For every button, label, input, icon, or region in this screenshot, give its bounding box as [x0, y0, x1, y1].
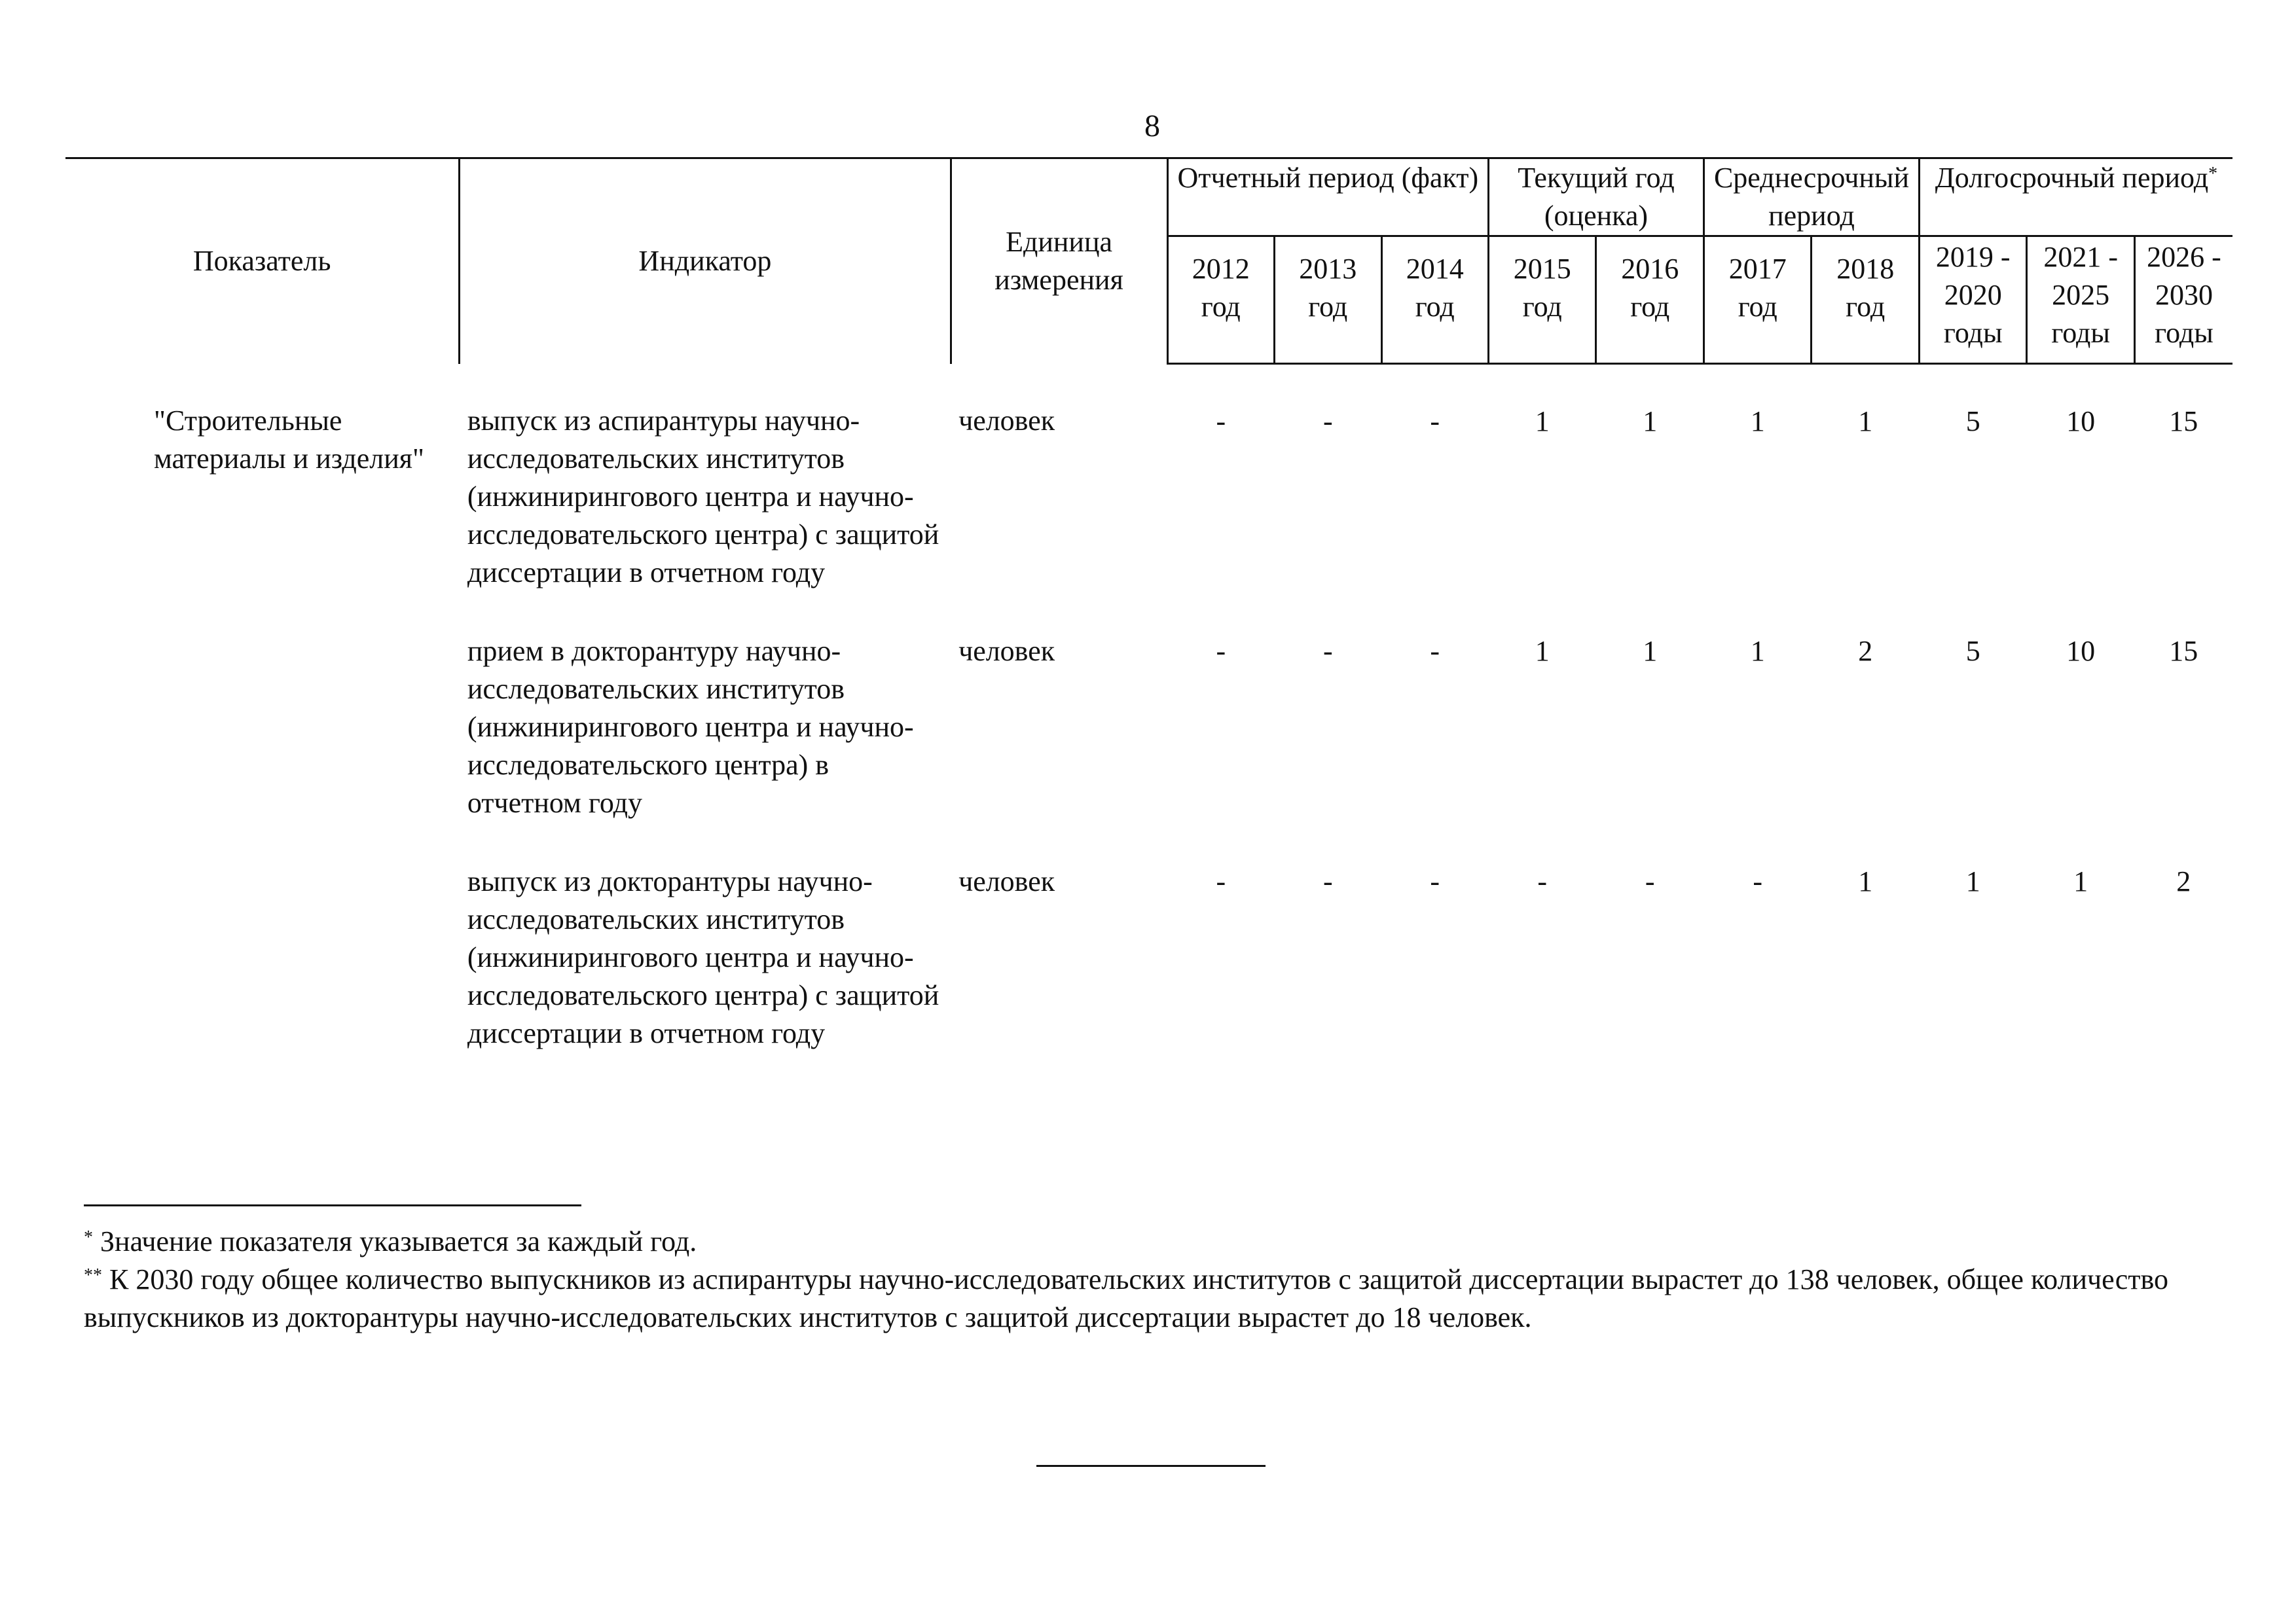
header-group-long-term-label: Долгосрочный период [1935, 162, 2209, 194]
value-cell: - [1322, 634, 1333, 667]
value-cell: - [1216, 405, 1226, 437]
value-cell: 5 [1965, 405, 1980, 437]
footnote-1 [84, 1223, 2244, 1261]
header-years-2021-2025: 2021 - 2025 годы [2027, 236, 2134, 364]
table-row [65, 822, 2232, 1053]
footnote-text: К 2030 году общее количество выпускников из аспирантуры научно-исследовательских институтов с защитой диссертации вырастет до 138 человек, общее количество выпускников из докторантуры научно-исследовательских институтов с защитой диссертации вырастет до 18 человек. [84, 1263, 2168, 1333]
header-unit: Единица измерения [951, 158, 1167, 364]
value-cell: 10 [2066, 634, 2096, 667]
header-year-2016: 2016 год [1596, 236, 1704, 364]
indicator-cell: прием в докторантуру научно-исследовательских институтов (инжинирингового центра и научно-исследовательского центра) в отчетном году [467, 634, 914, 819]
value-cell: - [1322, 405, 1333, 437]
unit-cell: человек [958, 404, 1055, 437]
unit-cell: человек [958, 634, 1055, 667]
header-group-medium-term: Среднесрочный период [1704, 158, 1919, 236]
value-cell: 15 [2169, 405, 2198, 437]
value-cell: 1 [1858, 405, 1873, 437]
header-group-current: Текущий год (оценка) [1489, 158, 1704, 236]
header-year-2013: 2013 год [1275, 236, 1381, 364]
end-separator [1036, 1465, 1266, 1467]
value-cell: 1 [1643, 405, 1658, 437]
value-cell: - [1322, 865, 1333, 897]
footnote-mark: * [2208, 164, 2218, 184]
footnote-text: Значение показателя указывается за каждый год. [100, 1225, 697, 1257]
value-cell: - [1430, 865, 1440, 897]
value-cell: 1 [1750, 405, 1765, 437]
indicator-group-cell [65, 822, 460, 1053]
indicator-group-cell [65, 592, 460, 822]
header-indicator-group: Показатель [65, 158, 460, 364]
table-row [65, 364, 2232, 592]
value-cell: 1 [1535, 405, 1550, 437]
value-cell: 2 [1858, 634, 1873, 667]
value-cell: - [1645, 865, 1655, 897]
value-cell: 15 [2169, 634, 2198, 667]
value-cell: 1 [1643, 634, 1658, 667]
footnote-2 [84, 1261, 2244, 1337]
footnote-mark: ** [84, 1265, 102, 1286]
value-cell: 1 [1535, 634, 1550, 667]
value-cell: 5 [1965, 634, 1980, 667]
header-years-2026-2030: 2026 - 2030 годы [2134, 236, 2232, 364]
header-year-2012: 2012 год [1167, 236, 1274, 364]
header-group-reporting: Отчетный период (факт) [1167, 158, 1488, 236]
value-cell: - [1753, 865, 1763, 897]
header-year-2015: 2015 год [1489, 236, 1596, 364]
value-cell: 1 [1965, 865, 1980, 897]
value-cell: 1 [1750, 634, 1765, 667]
value-cell: 10 [2066, 405, 2096, 437]
indicator-cell: выпуск из аспирантуры научно-исследовательских институтов (инжинирингового центра и научно-исследовательского центра) с защитой диссертации в отчетном году [467, 404, 939, 588]
value-cell: - [1430, 405, 1440, 437]
header-group-long-term [1919, 158, 2232, 236]
table-row [65, 592, 2232, 822]
indicator-group-cell: "Строительные материалы и изделия" [154, 404, 424, 475]
header-indicator: Индикатор [460, 158, 951, 364]
footnote-separator [84, 1204, 581, 1206]
value-cell: 2 [2176, 865, 2191, 897]
header-year-2017: 2017 год [1704, 236, 1811, 364]
unit-cell: человек [958, 865, 1055, 897]
header-years-2019-2020: 2019 - 2020 годы [1919, 236, 2026, 364]
value-cell: 1 [1858, 865, 1873, 897]
value-cell: - [1216, 865, 1226, 897]
value-cell: 1 [2073, 865, 2088, 897]
header-year-2014: 2014 год [1381, 236, 1488, 364]
value-cell: - [1216, 634, 1226, 667]
value-cell: - [1430, 634, 1440, 667]
page-number: 8 [1144, 109, 1160, 143]
footnote-mark: * [84, 1227, 93, 1248]
indicators-table [65, 157, 2232, 1053]
header-year-2018: 2018 год [1812, 236, 1919, 364]
value-cell: - [1537, 865, 1548, 897]
indicator-cell: выпуск из докторантуры научно-исследовательских институтов (инжинирингового центра и научно-исследовательского центра) с защитой диссертации в отчетном году [467, 865, 939, 1049]
